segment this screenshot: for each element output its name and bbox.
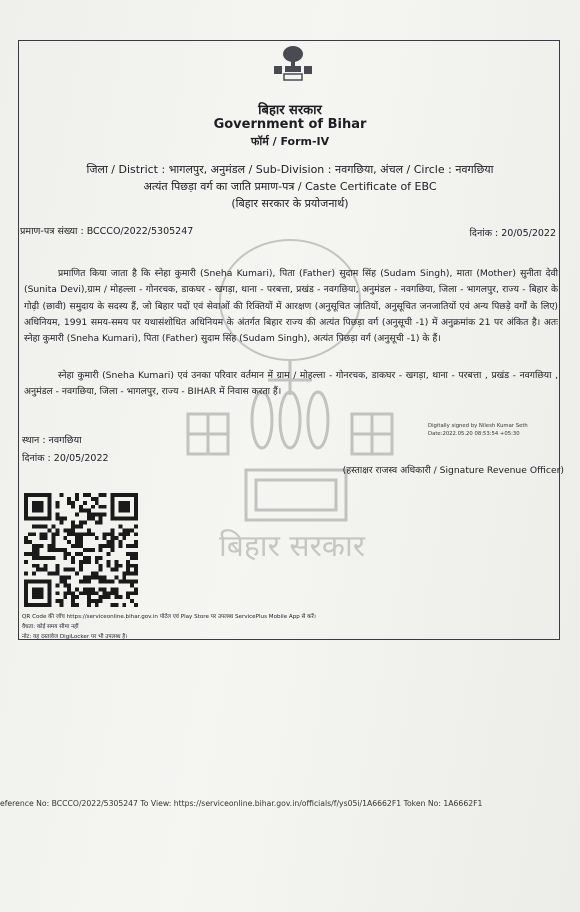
validity-note: वैधता: कोई समय सीमा नहीं	[22, 624, 79, 630]
digital-signature-date: Date:2022.05.20 08:53:54 +05:30	[428, 431, 520, 437]
issue-date: दिनांक : 20/05/2022	[22, 453, 109, 464]
reference-line: eference No: BCCCO/2022/5305247 To View: https://serviceonline.bihar.gov.in/officials/f/ys05i/1A6662F1 Token No: 1A6662F1	[0, 799, 483, 808]
certificate-date: दिनांक : 20/05/2022	[469, 228, 556, 239]
digilocker-note: नोट: यह दस्तावेज DigiLocker पर भी उपलब्ध है।	[22, 634, 128, 640]
place: स्थान : नवगछिया	[22, 435, 82, 446]
qr-code[interactable]	[24, 493, 138, 607]
residence-paragraph: स्नेहा कुमारी (Sneha Kumari) एवं उनका परिवार वर्तमान में ग्राम / मोहल्ला - गोनरचक, डाकघर - खगड़ा, थाना - परबत्ता , प्रखंड - नवगछिया , अनुमंडल - नवगछिया, जिला - भागलपुर, राज्य - BIHAR में निवास करता हैं।	[24, 370, 558, 398]
qr-verification-note: QR Code की जाँच https://serviceonline.bihar.gov.in पोर्टल एवं Play Store पर उपलब्ध ServicePlus Mobile App से करें।	[22, 614, 316, 620]
certificate-type: अत्यंत पिछड़ा वर्ग का जाति प्रमाण-पत्र / Caste Certificate of EBC	[143, 180, 437, 193]
certificate-purpose: (बिहार सरकार के प्रयोजनार्थ)	[231, 197, 349, 210]
bihar-emblem-icon	[268, 44, 318, 82]
govt-hindi-title: बिहार सरकार	[258, 103, 322, 118]
govt-english-title: Government of Bihar	[213, 117, 367, 132]
form-label: फॉर्म / Form-IV	[250, 135, 330, 148]
watermark-text: बिहार सरकार	[218, 529, 366, 564]
certificate-body-paragraph: प्रमाणित किया जाता है कि स्नेहा कुमारी (Sneha Kumari), पिता (Father) सुदाम सिंह (Sudam Singh), माता (Mother) सुनीता देवी (Sunita Devi),ग्राम / मोहल्ला - गोनरचक, डाकघर - खगड़ा, थाना - परबत्ता, प्रखंड - नवगछिया, अनुमंडल - नवगछिया, जिला - भागलपुर, राज्य - बिहार के गोढ़ी (छावी) समुदाय के सदस्य हैं, जो बिहार पदों एवं सेवाओं की रिक्तियों में आरक्षण (अनुसूचित जातियों, अनुसूचित जनजातियों एवं अन्य पिछड़े वर्गों के लिए) अधिनियम, 1991 समय-समय पर यथासंशोधित अधिनियम के अंतर्गत बिहार राज्य की अत्यंत पिछड़ा वर्ग (अनुसूची -1) में अनुक्रमांक 21 पर अंकित है। अतः स्नेहा कुमारी (Sneha Kumari), पिता (Father) सुदाम सिंह (Sudam Singh), अत्यंत पिछड़ा वर्ग (अनुसूची -1) के हैं।	[24, 268, 558, 345]
jurisdiction-line: जिला / District : भागलपुर, अनुमंडल / Sub-Division : नवगछिया, अंचल / Circle : नवगछिया	[86, 163, 494, 176]
signature-title: (हस्ताक्षर राजस्व अधिकारी / Signature Revenue Officer)	[342, 465, 564, 476]
certificate-number: प्रमाण-पत्र संख्या : BCCCO/2022/5305247	[20, 226, 194, 237]
digital-signature-signer: Digitally signed by Nilesh Kumar Seth	[428, 423, 528, 429]
digital-signature	[428, 422, 528, 438]
